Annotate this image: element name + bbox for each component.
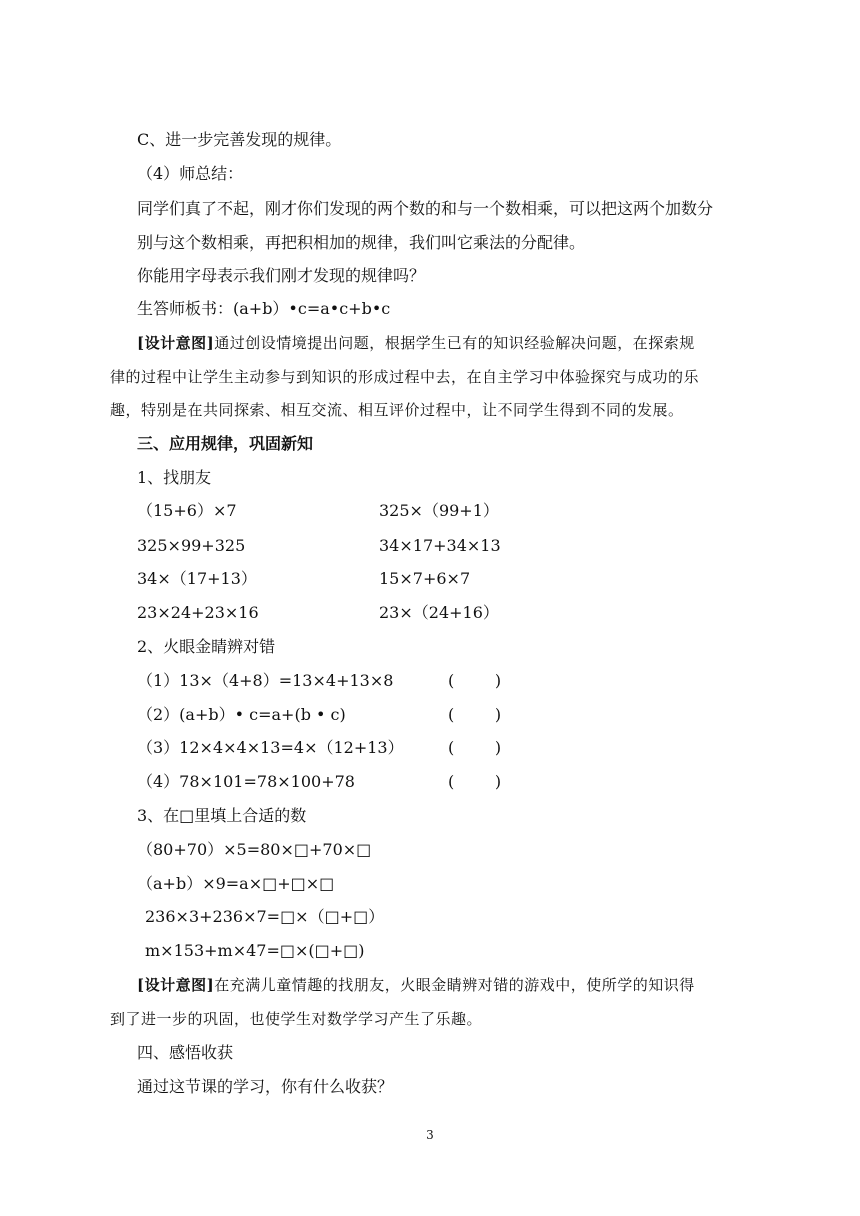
q3-title: 3、在□里填上合适的数 xyxy=(137,806,307,825)
question-text: 你能用字母表示我们刚才发现的规律吗？ xyxy=(137,266,426,285)
section-4-question: 通过这节课的学习，你有什么收获？ xyxy=(137,1077,394,1096)
q3-item-3: 236×3+236×7=□×（□+□） xyxy=(145,907,385,926)
q2-item-3: （3）12×4×4×13=4×（12+13） xyxy=(137,738,404,757)
q1-row-2-left: 325×99+325 xyxy=(137,536,246,555)
q2-answer-blank-4: ( ) xyxy=(448,772,502,791)
q2-answer-blank-1: ( ) xyxy=(448,671,502,690)
q2-answer-blank-2: ( ) xyxy=(448,705,502,724)
q2-title: 2、火眼金睛辨对错 xyxy=(137,637,276,656)
design-intent-1-line-3: 趣，特别是在共同探索、相互交流、相互评价过程中，让不同学生得到不同的发展。 xyxy=(110,401,684,419)
design-intent-1-line-1 xyxy=(137,332,695,354)
q1-row-3-right: 15×7+6×7 xyxy=(379,569,471,588)
design-intent-1-line-2: 律的过程中让学生主动参与到知识的形成过程中去，在自主学习中体验探究与成功的乐 xyxy=(110,368,700,386)
summary-paragraph-line-2: 别与这个数相乘，再把积相加的规律，我们叫它乘法的分配律。 xyxy=(137,233,586,252)
summary-paragraph-line-1: 同学们真了不起，刚才你们发现的两个数的和与一个数相乘，可以把这两个加数分 xyxy=(137,199,714,218)
design-intent-tag: [设计意图] xyxy=(137,976,215,994)
q3-item-4: m×153+m×47=□×(□+□) xyxy=(145,941,365,960)
design-intent-2-line-2: 到了进一步的巩固，也使学生对数学学习产生了乐趣。 xyxy=(110,1010,483,1028)
q2-item-2: （2）(a+b）• c=a+(b • c) xyxy=(137,705,346,724)
q1-row-4-right: 23×（24+16） xyxy=(379,603,499,622)
design-intent-text: 通过创设情境提出问题，根据学生已有的知识经验解决问题，在探索规 xyxy=(214,334,695,352)
section-4-title: 四、感悟收获 xyxy=(137,1043,234,1062)
q3-item-2: （a+b）×9=a×□+□×□ xyxy=(137,874,335,893)
board-writing: 生答师板书：(a+b）•c=a•c+b•c xyxy=(137,299,391,318)
page-number: 3 xyxy=(426,1128,434,1142)
q1-row-1-left: （15+6）×7 xyxy=(137,501,237,520)
section-3-title: 三、应用规律，巩固新知 xyxy=(137,434,314,453)
design-intent-2-line-1 xyxy=(137,974,695,996)
step-c-text: C、进一步完善发现的规律。 xyxy=(137,130,342,149)
q1-row-2-right: 34×17+34×13 xyxy=(379,536,501,555)
q1-row-4-left: 23×24+23×16 xyxy=(137,603,259,622)
q2-item-4: （4）78×101=78×100+78 xyxy=(137,772,355,791)
q2-answer-blank-3: ( ) xyxy=(448,738,502,757)
design-intent-tag: [设计意图] xyxy=(137,334,215,352)
q3-item-1: （80+70）×5=80×□+70×□ xyxy=(137,840,372,859)
design-intent-text: 在充满儿童情趣的找朋友，火眼金睛辨对错的游戏中，使所学的知识得 xyxy=(214,976,695,994)
q1-row-1-right: 325×（99+1） xyxy=(379,501,499,520)
q2-item-1: （1）13×（4+8）=13×4+13×8 xyxy=(137,671,394,690)
summary-heading: （4）师总结： xyxy=(137,164,244,183)
q1-title: 1、找朋友 xyxy=(137,468,212,487)
q1-row-3-left: 34×（17+13） xyxy=(137,569,257,588)
